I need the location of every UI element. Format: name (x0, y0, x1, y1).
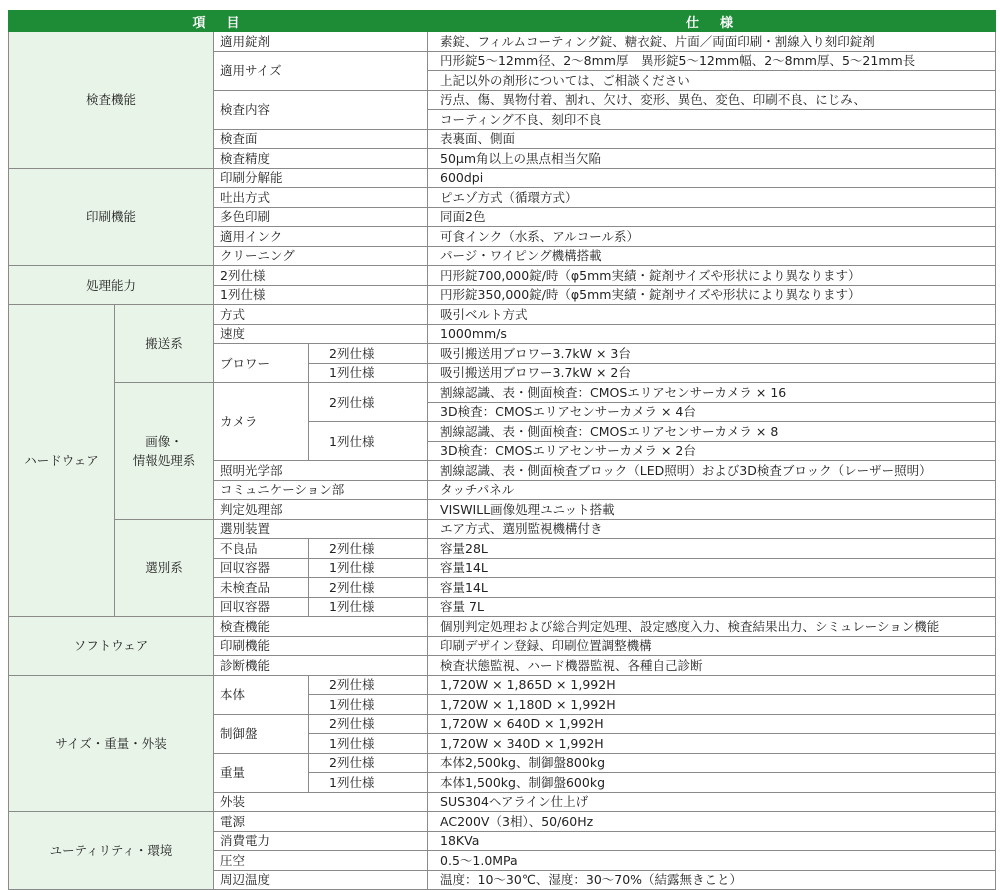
table-row (9, 305, 996, 325)
row-value: 汚点、傷、異物付着、割れ、欠け、変形、異色、変色、印刷不良、にじみ、 (428, 90, 996, 110)
row-label: 未検査品 (214, 578, 309, 598)
row-variant: 2列仕様 (309, 383, 428, 422)
row-label: 吐出方式 (214, 188, 428, 208)
spec-table (8, 10, 996, 890)
row-value: 可食インク（水系、アルコール系） (428, 227, 996, 247)
row-value: 1,720W × 340D × 1,992H (428, 734, 996, 754)
table-row (9, 32, 996, 52)
row-value: 円形錠700,000錠/時（φ5mm実績・錠剤サイズや形状により異なります） (428, 266, 996, 286)
category-capacity: 処理能力 (9, 266, 214, 305)
row-label: 回収容器 (214, 558, 309, 578)
row-value: 個別判定処理および総合判定処理、設定感度入力、検査結果出力、シミュレーション機能 (428, 617, 996, 637)
row-label: 検査面 (214, 129, 428, 149)
row-label: 回収容器 (214, 597, 309, 617)
row-variant: 1列仕様 (309, 597, 428, 617)
row-variant: 1列仕様 (309, 734, 428, 754)
row-variant: 2列仕様 (309, 539, 428, 559)
row-label: 不良品 (214, 539, 309, 559)
row-value: 温度：10～30℃、湿度：30～70%（結露無きこと） (428, 870, 996, 890)
table-row (9, 168, 996, 188)
row-value: 吸引搬送用ブロワー3.7kW × 2台 (428, 363, 996, 383)
row-variant: 2列仕様 (309, 714, 428, 734)
category-hardware: ハードウェア (9, 305, 115, 617)
row-label: 判定処理部 (214, 500, 428, 520)
table-row (9, 266, 996, 286)
row-value: エア方式、選別監視機構付き (428, 519, 996, 539)
row-value: VISWILL画像処理ユニット搭載 (428, 500, 996, 520)
row-value: 容量14L (428, 578, 996, 598)
row-label: 外装 (214, 792, 428, 812)
row-value: 印刷デザイン登録、印刷位置調整機構 (428, 636, 996, 656)
row-value: 表裏面、側面 (428, 129, 996, 149)
category-inspection: 検査機能 (9, 32, 214, 169)
row-label: 適用サイズ (214, 51, 428, 90)
row-label: 圧空 (214, 851, 428, 871)
row-variant: 1列仕様 (309, 363, 428, 383)
row-value-continued: コーティング不良、刻印不良 (428, 110, 996, 130)
row-value-continued: 上記以外の剤形については、ご相談ください (428, 71, 996, 91)
row-label: コミュニケーション部 (214, 480, 428, 500)
row-label: 1列仕様 (214, 285, 428, 305)
row-value: 3D検査：CMOSエリアセンサーカメラ × 4台 (428, 402, 996, 422)
row-value: 吸引ベルト方式 (428, 305, 996, 325)
row-label: 診断機能 (214, 656, 428, 676)
header-spec: 仕 様 (428, 11, 996, 32)
row-value: AC200V（3相）、50/60Hz (428, 812, 996, 832)
row-value: 1,720W × 640D × 1,992H (428, 714, 996, 734)
row-value: 1,720W × 1,180D × 1,992H (428, 695, 996, 715)
row-value: 1000mm/s (428, 324, 996, 344)
row-value: 600dpi (428, 168, 996, 188)
row-value: 容量14L (428, 558, 996, 578)
row-label: 印刷機能 (214, 636, 428, 656)
row-value: 割線認識、表・側面検査：CMOSエリアセンサーカメラ × 8 (428, 422, 996, 442)
row-label: 検査内容 (214, 90, 428, 129)
row-variant: 2列仕様 (309, 675, 428, 695)
row-label: 適用インク (214, 227, 428, 247)
row-value: 円形錠5～12mm径、2～8mm厚 異形錠5～12mm幅、2～8mm厚、5～21mm長 (428, 51, 996, 71)
table-row (9, 812, 996, 832)
table-row (9, 519, 996, 539)
row-label: 2列仕様 (214, 266, 428, 286)
row-value: 割線認識、表・側面検査：CMOSエリアセンサーカメラ × 16 (428, 383, 996, 403)
row-variant: 1列仕様 (309, 773, 428, 793)
row-value: 素錠、フィルムコーティング錠、糖衣錠、片面／両面印刷・割線入り刻印錠剤 (428, 32, 996, 52)
row-value: 50μm角以上の黒点相当欠陥 (428, 149, 996, 169)
row-variant: 1列仕様 (309, 695, 428, 715)
row-label: 検査精度 (214, 149, 428, 169)
row-value: タッチパネル (428, 480, 996, 500)
row-value: 割線認識、表・側面検査ブロック（LED照明）および3D検査ブロック（レーザー照明） (428, 461, 996, 481)
row-variant: 2列仕様 (309, 344, 428, 364)
subcategory-transport: 搬送系 (115, 305, 214, 383)
row-value: 1,720W × 1,865D × 1,992H (428, 675, 996, 695)
row-value: 本体1,500kg、制御盤600kg (428, 773, 996, 793)
row-label: 多色印刷 (214, 207, 428, 227)
table-row (9, 617, 996, 637)
table-row (9, 383, 996, 403)
row-label: 選別装置 (214, 519, 428, 539)
row-value: ピエゾ方式（循環方式） (428, 188, 996, 208)
row-label: 制御盤 (214, 714, 309, 753)
row-value: 容量 7L (428, 597, 996, 617)
row-label: 照明光学部 (214, 461, 428, 481)
row-label: ブロワー (214, 344, 309, 383)
row-label: 重量 (214, 753, 309, 792)
category-utility: ユーティリティ・環境 (9, 812, 214, 890)
subcategory-sorting: 選別系 (115, 519, 214, 617)
category-printing: 印刷機能 (9, 168, 214, 266)
row-label: 本体 (214, 675, 309, 714)
row-label: 周辺温度 (214, 870, 428, 890)
row-value: 0.5～1.0MPa (428, 851, 996, 871)
row-variant: 1列仕様 (309, 558, 428, 578)
row-value: 容量28L (428, 539, 996, 559)
row-value: 同面2色 (428, 207, 996, 227)
table-row (9, 675, 996, 695)
row-value: 吸引搬送用ブロワー3.7kW × 3台 (428, 344, 996, 364)
category-size: サイズ・重量・外装 (9, 675, 214, 812)
header-item: 項 目 (9, 11, 428, 32)
row-label: 電源 (214, 812, 428, 832)
row-value: 検査状態監視、ハード機器監視、各種自己診断 (428, 656, 996, 676)
row-variant: 2列仕様 (309, 753, 428, 773)
row-value: SUS304ヘアライン仕上げ (428, 792, 996, 812)
row-label: 消費電力 (214, 831, 428, 851)
row-value: 18KVa (428, 831, 996, 851)
row-variant: 1列仕様 (309, 422, 428, 461)
subcategory-imaging: 画像・ 情報処理系 (115, 383, 214, 520)
row-label: クリーニング (214, 246, 428, 266)
header-row (9, 11, 996, 32)
row-value: 3D検査：CMOSエリアセンサーカメラ × 2台 (428, 441, 996, 461)
row-label: 適用錠剤 (214, 32, 428, 52)
row-value: パージ・ワイピング機構搭載 (428, 246, 996, 266)
row-label: 方式 (214, 305, 428, 325)
row-label: カメラ (214, 383, 309, 461)
category-software: ソフトウェア (9, 617, 214, 676)
row-value: 円形錠350,000錠/時（φ5mm実績・錠剤サイズや形状により異なります） (428, 285, 996, 305)
row-label: 検査機能 (214, 617, 428, 637)
row-label: 印刷分解能 (214, 168, 428, 188)
row-variant: 2列仕様 (309, 578, 428, 598)
row-label: 速度 (214, 324, 428, 344)
row-value: 本体2,500kg、制御盤800kg (428, 753, 996, 773)
